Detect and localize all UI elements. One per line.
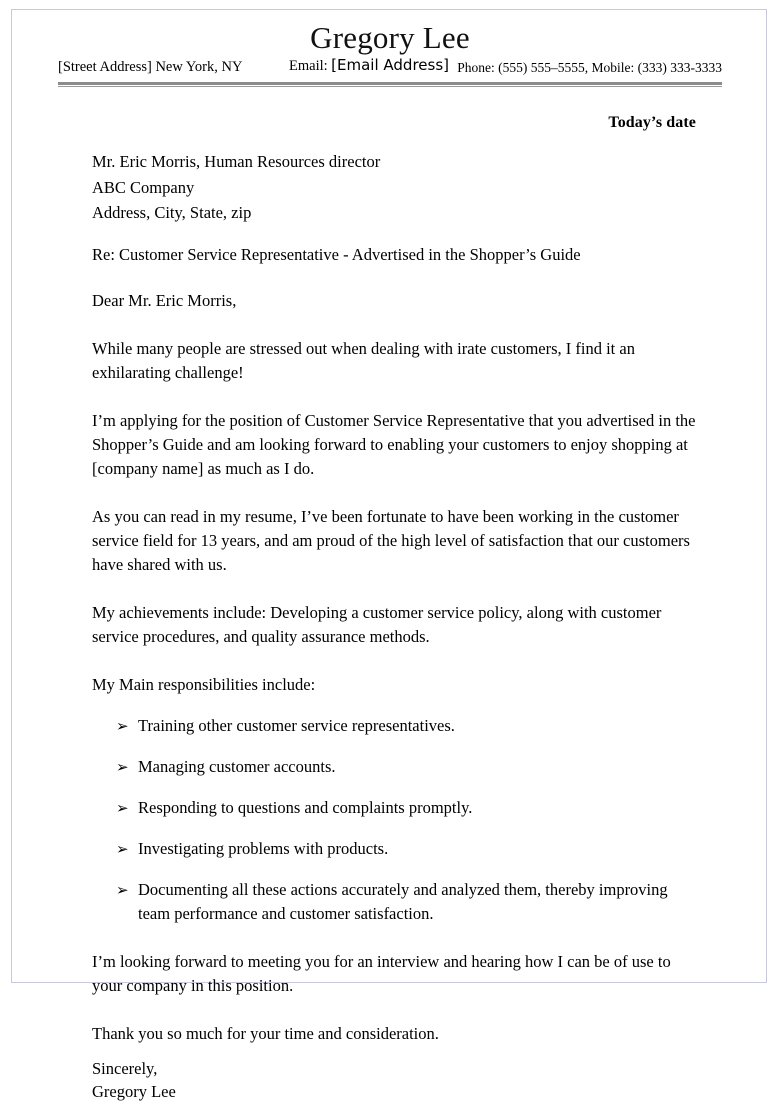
closing-paragraph: I’m looking forward to meeting you for an interview and hearing how I can be of use to your company in this position. — [92, 951, 671, 995]
arrow-bullet-icon: ➢ — [116, 798, 129, 817]
letterhead — [58, 10, 722, 87]
sender-street-address: [Street Address] New York, NY — [58, 59, 243, 75]
salutation: Dear Mr. Eric Morris, — [92, 290, 237, 310]
arrow-bullet-icon: ➢ — [116, 716, 129, 735]
list-item — [92, 714, 696, 738]
date-line: Today’s date — [608, 114, 696, 131]
signature-block — [92, 1057, 696, 1103]
list-item — [92, 878, 696, 926]
recipient-line-3: Address, City, State, zip — [92, 203, 252, 222]
body-paragraph-3: As you can read in my resume, I’ve been fortunate to have been working in the customer service field for 13 years, and am proud of the high level of satisfaction that our customers have shared with us. — [92, 506, 690, 574]
body-paragraph-1: While many people are stressed out when dealing with irate customers, I find it an exhilarating challenge! — [92, 338, 635, 382]
subject-re-line: Re: Customer Service Representative - Advertised in the Shopper’s Guide — [92, 244, 581, 264]
letterhead-divider — [58, 82, 722, 87]
list-item — [92, 755, 696, 779]
responsibilities-intro: My Main responsibilities include: — [92, 674, 316, 694]
arrow-bullet-icon: ➢ — [116, 757, 129, 776]
letterhead-contact-row — [58, 56, 722, 78]
email-label: Email: — [289, 58, 328, 74]
responsibilities-list — [92, 714, 696, 926]
arrow-bullet-icon: ➢ — [116, 839, 129, 858]
body-paragraph-4: My achievements include: Developing a customer service policy, along with customer service procedures, and quality assurance methods. — [92, 602, 662, 646]
list-item — [92, 796, 696, 820]
body-paragraph-2: I’m applying for the position of Customer Service Representative that you advertised in the Shopper’s Guide and am looking forward to enabling your customers to enjoy shopping at [company name] as much as I do. — [92, 410, 696, 478]
list-item-label: Managing customer accounts. — [138, 756, 336, 776]
list-item — [92, 837, 696, 861]
page-content — [12, 10, 766, 1101]
document-page — [11, 9, 767, 1101]
recipient-block — [92, 149, 696, 226]
email-value: [Email Address] — [331, 56, 449, 74]
sender-email — [289, 56, 449, 76]
letter-body — [92, 111, 696, 1103]
thanks-paragraph: Thank you so much for your time and consideration. — [92, 1023, 439, 1043]
recipient-line-1: Mr. Eric Morris, Human Resources director — [92, 152, 381, 171]
recipient-line-2: ABC Company — [92, 177, 195, 197]
list-item-label: Training other customer service representatives. — [138, 715, 455, 735]
list-item-label: Responding to questions and complaints promptly. — [138, 797, 473, 817]
sender-name-heading: Gregory Lee — [310, 20, 470, 55]
list-item-label: Documenting all these actions accurately and analyzed them, thereby improving team performance and customer satisfaction. — [138, 879, 668, 923]
signature-name: Gregory Lee — [92, 1081, 176, 1101]
signoff-label: Sincerely, — [92, 1058, 158, 1078]
arrow-bullet-icon: ➢ — [116, 880, 129, 899]
list-item-label: Investigating problems with products. — [138, 838, 389, 858]
sender-phone-numbers: Phone: (555) 555–5555, Mobile: (333) 333-3333 — [457, 60, 722, 75]
